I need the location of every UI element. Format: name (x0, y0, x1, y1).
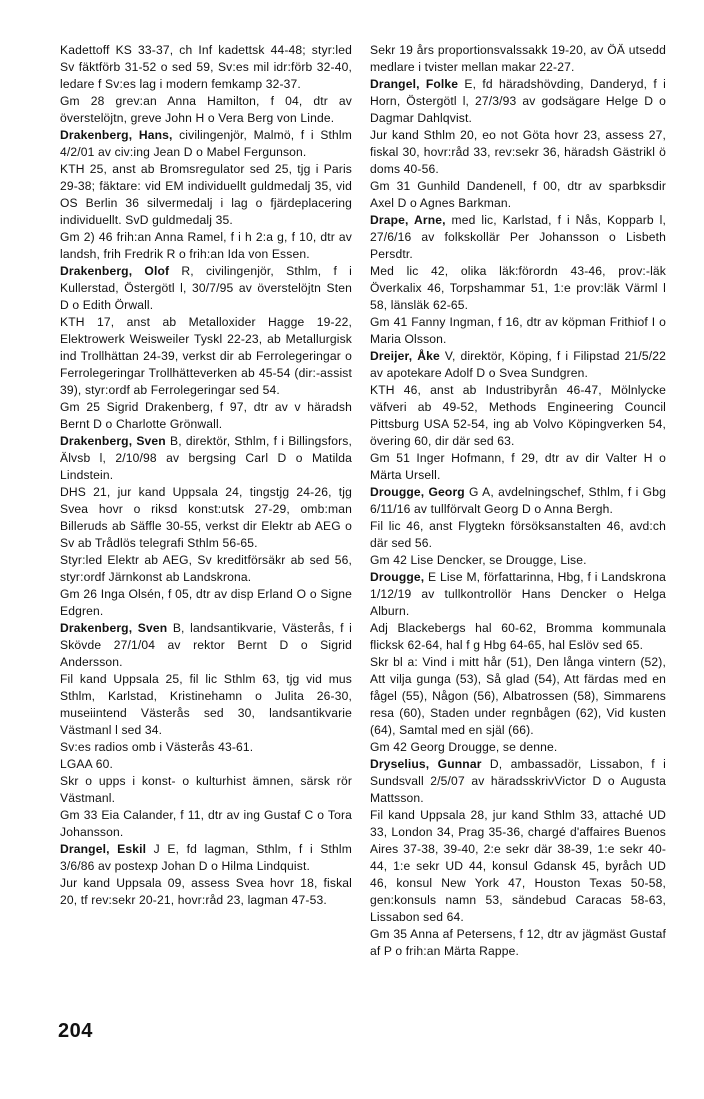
entry-name: Dreijer, Åke (370, 349, 440, 363)
right-column (370, 42, 666, 960)
entry-name: Drangel, Eskil (60, 842, 147, 856)
entry-text: Fil kand Uppsala 28, jur kand Sthlm 33, attaché UD 33, London 34, Prag 35-36, chargé d'affaires Buenos Aires 37-38, 39-40, 2:e sekr där 38-39, 1:e sekr 40-44, 1:e sekr UD 44, konsul Gdansk 45, byråch UD 46, konsul New York 47, Houston Texas 50-58, gen:konsuls namn 53, sändebud Caracas 58-63, Lissabon sed 64. (370, 808, 666, 924)
entry-paragraph (370, 127, 666, 178)
entry-paragraph (370, 178, 666, 212)
entry-text: Gm 26 Inga Olsén, f 05, dtr av disp Erland O o Signe Edgren. (60, 587, 352, 618)
entry-text: Fil lic 46, anst Flygtekn försöksanstalten 46, avd:ch där sed 56. (370, 519, 666, 550)
entry-name: Drougge, (370, 570, 425, 584)
biography-entry (60, 263, 352, 433)
entry-paragraph (370, 76, 666, 127)
entry-text: Fil kand Uppsala 25, fil lic Sthlm 63, tjg vid mus Sthlm, Karlstad, Kristinehamn o Julita 26-30, museiintend Västerås sed 30, landsantikvarie Västmanl l sed 34. (60, 672, 352, 737)
entry-name: Drape, Arne, (370, 213, 446, 227)
biography-entry (370, 42, 666, 76)
entry-paragraph (370, 382, 666, 450)
biography-entry (370, 212, 666, 348)
entry-paragraph (60, 773, 352, 807)
biography-entry (370, 76, 666, 212)
biography-entry (60, 620, 352, 841)
entry-paragraph (370, 484, 666, 518)
entry-paragraph (60, 314, 352, 399)
entry-text: Gm 42 Lise Dencker, se Drougge, Lise. (370, 553, 587, 567)
entry-paragraph (60, 807, 352, 841)
entry-text: Jur kand Sthlm 20, eo not Göta hovr 23, assess 27, fiskal 30, hovr:råd 33, rev:sekr 36, häradsh Gästrikl ö doms 40-56. (370, 128, 666, 176)
entry-text: KTH 17, anst ab Metalloxider Hagge 19-22, Elektrowerk Weisweiler Tyskl 22-23, ab Metallurgisk ind Trollhättan 24-39, verkst dir ab Ferrolegeringar o Ferrolegeringar Trollhätteverken ab 45-54 (dir:-assist 39), styr:ordf ab Ferrolegeringar sed 54. (60, 315, 352, 397)
entry-paragraph (60, 93, 352, 127)
entry-paragraph (60, 841, 352, 875)
entry-text: Gm 25 Sigrid Drakenberg, f 97, dtr av v häradsh Bernt D o Charlotte Grönwall. (60, 400, 352, 431)
entry-name: Drakenberg, Olof (60, 264, 170, 278)
entry-text: Gm 33 Eia Calander, f 11, dtr av ing Gustaf C o Tora Johansson. (60, 808, 352, 839)
entry-text: R, civilingenjör, Sthlm, f i Kullerstad, Östergötl l, 30/7/95 av överstelöjtn Sten D o Edith Örwall. (60, 264, 352, 312)
entry-paragraph (370, 739, 666, 756)
entry-paragraph (60, 552, 352, 586)
entry-text: E Lise M, författarinna, Hbg, f i Landskrona 1/12/19 av tullkontrollör Hans Dencker o Helga Alburn. (370, 570, 666, 618)
entry-text: B, direktör, Sthlm, f i Billingsfors, Älvsb l, 2/10/98 av bergsing Carl D o Matilda Lindstein. (60, 434, 352, 482)
entry-name: Drougge, Georg (370, 485, 465, 499)
entry-paragraph (370, 620, 666, 654)
entry-paragraph (370, 263, 666, 314)
entry-text: civilingenjör, Malmö, f i Sthlm 4/2/01 av civ:ing Jean D o Mabel Fergunson. (60, 128, 352, 159)
entry-text: Gm 35 Anna af Petersens, f 12, dtr av jägmäst Gustaf af P o frih:an Märta Rappe. (370, 927, 666, 958)
entry-paragraph (370, 756, 666, 807)
entry-paragraph (60, 399, 352, 433)
entry-text: E, fd häradshövding, Danderyd, f i Horn, Östergötl l, 27/3/93 av godsägare Helge D o Dagmar Dahlqvist. (370, 77, 667, 125)
entry-text: G A, avdelningschef, Sthlm, f i Gbg 6/11/16 av tullförvalt Georg D o Anna Bergh. (370, 485, 666, 516)
entry-paragraph (370, 348, 666, 382)
entry-text: Gm 41 Fanny Ingman, f 16, dtr av köpman Frithiof I o Maria Olsson. (370, 315, 666, 346)
biography-entry (60, 127, 352, 263)
entry-paragraph (370, 926, 666, 960)
entry-text: Gm 2) 46 frih:an Anna Ramel, f i h 2:a g, f 10, dtr av landsh, frih Fredrik R o frih:an Ida von Essen. (60, 230, 352, 261)
entry-name: Drangel, Folke (370, 77, 459, 91)
page-number: 204 (58, 1020, 93, 1042)
entry-paragraph (60, 161, 352, 229)
entry-paragraph (370, 807, 666, 926)
entry-text: V, direktör, Köping, f i Filipstad 21/5/22 av apotekare Adolf D o Svea Sundgren. (370, 349, 666, 380)
entry-paragraph (370, 569, 666, 620)
left-column (60, 42, 352, 909)
entry-text: D, ambassadör, Lissabon, f i Sundsvall 2/5/07 av häradsskrivVictor D o Augusta Mattsson. (370, 757, 666, 805)
entry-text: KTH 25, anst ab Bromsregulator sed 25, tjg i Paris 29-38; fäktare: vid EM individuellt guldmedalj 35, vid OS Berlin 36 silvermedalj i lag o fjärdeplacering individuellt. SvD guldmedalj 35. (60, 162, 352, 227)
entry-paragraph (60, 875, 352, 909)
entry-paragraph (60, 42, 352, 93)
entry-paragraph (370, 212, 666, 263)
entry-name: Drakenberg, Hans, (60, 128, 173, 142)
biography-entry (60, 42, 352, 127)
entry-text: B, landsantikvarie, Västerås, f i Skövde 27/1/04 av rektor Bernt D o Sigrid Andersson. (60, 621, 352, 669)
entry-text: Styr:led Elektr ab AEG, Sv kreditförsäkr ab sed 56, styr:ordf Järnkonst ab Landskrona. (60, 553, 352, 584)
entry-text: med lic, Karlstad, f i Nås, Kopparb l, 27/6/16 av folkskollär Per Johansson o Lisbeth Persdtr. (370, 213, 667, 261)
biography-entry (370, 348, 666, 484)
biography-entry (60, 433, 352, 620)
entry-paragraph (60, 127, 352, 161)
entry-text: KTH 46, anst ab Industribyrån 46-47, Mölnlycke väfveri ab 49-52, Methods Engineering Council Pittsburg USA 52-54, ing ab Volvo Köpingverken 54, övering 60, dir där sed 63. (370, 383, 666, 448)
entry-paragraph (370, 450, 666, 484)
entry-paragraph (60, 586, 352, 620)
entry-text: Gm 28 grev:an Anna Hamilton, f 04, dtr av överstelöjtn, greve John H o Vera Berg von Linde. (60, 94, 352, 125)
biography-entry (370, 756, 666, 960)
biography-entry (370, 569, 666, 756)
entry-paragraph (60, 756, 352, 773)
entry-name: Dryselius, Gunnar (370, 757, 482, 771)
entry-text: Jur kand Uppsala 09, assess Svea hovr 18, fiskal 20, tf rev:sekr 20-21, hovr:råd 23, lagman 47-53. (60, 876, 352, 907)
entry-paragraph (60, 229, 352, 263)
entry-text: Sekr 19 års proportionsvalssakk 19-20, av ÖÄ utsedd medlare i tvister mellan makar 22-27. (370, 43, 666, 74)
entry-text: LGAA 60. (60, 757, 113, 771)
entry-paragraph (370, 518, 666, 552)
entry-text: Gm 51 Inger Hofmann, f 29, dtr av dir Valter H o Märta Ursell. (370, 451, 666, 482)
entry-text: Skr bl a: Vind i mitt hår (51), Den långa vintern (52), Att vilja gunga (53), Så glad (54), Att färdas med en fågel (55), Någon (56), Albatrossen (58), Simmarens resa (60), Staden under regnbågen (62), Vid kusten (64), Samtal med en själ (66). (370, 655, 666, 737)
entry-text: Kadettoff KS 33-37, ch Inf kadettsk 44-48; styr:led Sv fäktförb 31-52 o sed 59, Sv:es mil idr:förb 32-40, ledare f Sv:es lag i modern femkamp 32-37. (60, 43, 352, 91)
entry-text: Sv:es radios omb i Västerås 43-61. (60, 740, 254, 754)
entry-paragraph (60, 433, 352, 484)
entry-paragraph (370, 42, 666, 76)
entry-paragraph (60, 671, 352, 739)
entry-paragraph (370, 552, 666, 569)
entry-name: Drakenberg, Sven (60, 434, 166, 448)
entry-text: Gm 42 Georg Drougge, se denne. (370, 740, 558, 754)
biography-entry (370, 484, 666, 569)
entry-text: DHS 21, jur kand Uppsala 24, tingstjg 24-26, tjg Svea hovr o riksd konst:utsk 27-29, omb:man Billeruds ab Säffle 30-55, verkst dir Elektr ab AEG o Sv ab Trådlös telegrafi Sthlm 56-65. (60, 485, 352, 550)
entry-name: Drakenberg, Sven (60, 621, 168, 635)
entry-paragraph (370, 314, 666, 348)
entry-text: Skr o upps i konst- o kulturhist ämnen, särsk rör Västmanl. (60, 774, 352, 805)
biography-entry (60, 841, 352, 909)
entry-text: Adj Blackebergs hal 60-62, Bromma kommunala flicksk 62-64, hal f g Hbg 64-65, hal Eslöv sed 65. (370, 621, 666, 652)
entry-paragraph (60, 263, 352, 314)
entry-text: J E, fd lagman, Sthlm, f i Sthlm 3/6/86 av postexp Johan D o Hilma Lindquist. (60, 842, 352, 873)
entry-text: Med lic 42, olika läk:förordn 43-46, prov:-läk Överkalix 46, Torpshammar 51, 1:e prov:läk Värml l 58, länsläk 62-65. (370, 264, 666, 312)
entry-text: Gm 31 Gunhild Dandenell, f 00, dtr av sparbksdir Axel D o Agnes Barkman. (370, 179, 666, 210)
entry-paragraph (370, 654, 666, 739)
entry-paragraph (60, 484, 352, 552)
entry-paragraph (60, 739, 352, 756)
entry-paragraph (60, 620, 352, 671)
